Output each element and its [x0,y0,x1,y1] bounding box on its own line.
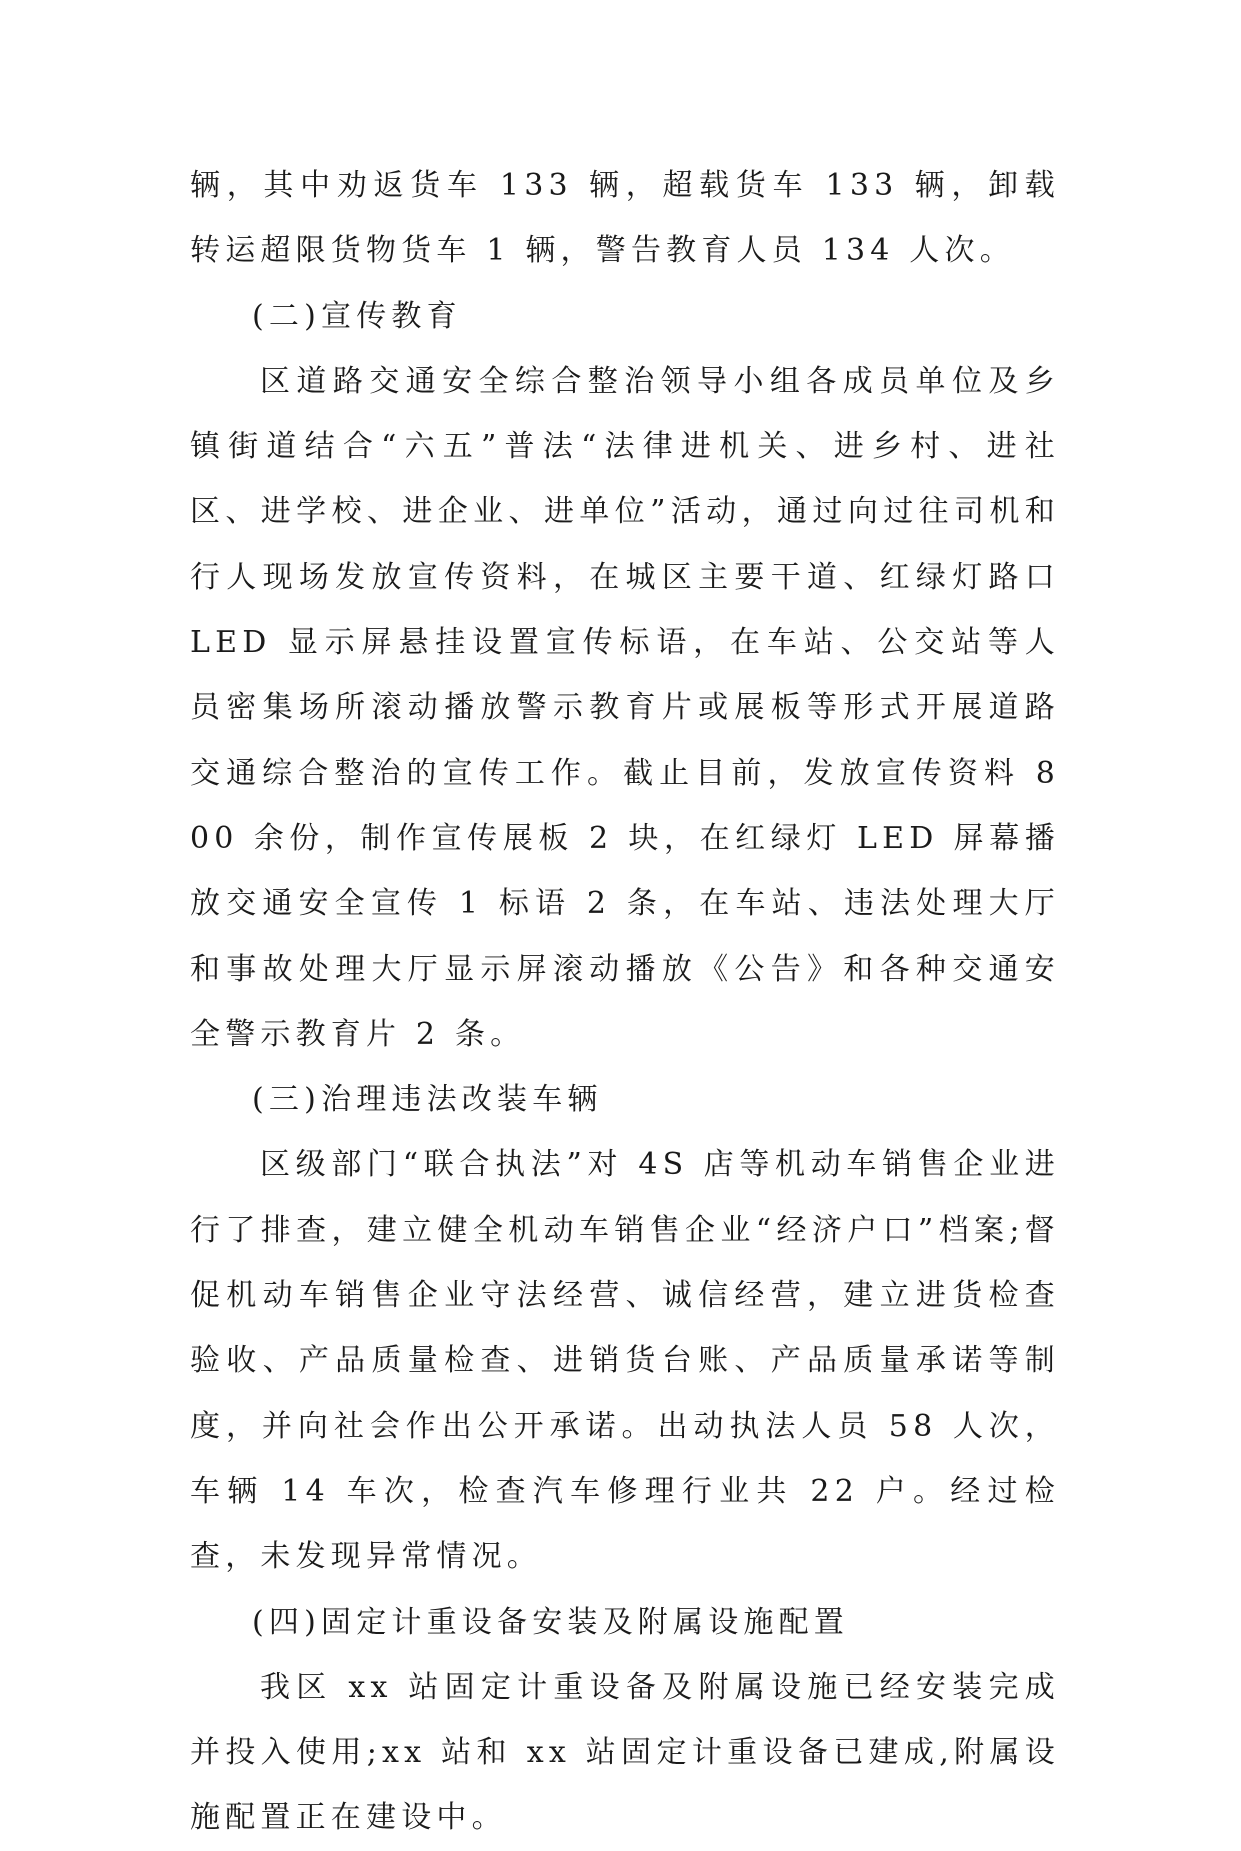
paragraph-weighing-equipment: 我区 xx 站固定计重设备及附属设施已经安装完成并投入使用;xx 站和 xx 站固定计重设备已建成,附属设施配置正在建设中。 [190,1669,1060,1836]
document-body [190,153,1060,1851]
paragraph-illegal-modification: 区级部门“联合执法”对 4S 店等机动车销售企业进行了排查，建立健全机动车销售企业“经济户口”档案;督促机动车销售企业守法经营、诚信经营，建立进货检查验收、产品质量检查、进销货台账、产品质量承诺等制度，并向社会作出公开承诺。出动执法人员 58 人次，车辆 14 车次，检查汽车修理行业共 22 户。经过检查，未发现异常情况。 [190,1147,1060,1575]
paragraph-publicity-education: 区道路交通安全综合整治领导小组各成员单位及乡镇街道结合“六五”普法“法律进机关、进乡村、进社区、进学校、进企业、进单位”活动，通过向过往司机和行人现场发放宣传资料，在城区主要干道、红绿灯路口 LED 显示屏悬挂设置宣传标语，在车站、公交站等人员密集场所滚动播放警示教育片或展板等形式开展道路交通综合整治的宣传工作。截止目前，发放宣传资料 800 余份，制作宣传展板 2 块，在红绿灯 LED 屏幕播放交通安全宣传 1 标语 2 条，在车站、违法处理大厅和事故处理大厅显示屏滚动播放《公告》和各种交通安全警示教育片 2 条。 [190,363,1060,1052]
paragraph-vehicle-statistics: 辆，其中劝返货车 133 辆，超载货车 133 辆，卸载转运超限货物货车 1 辆，警告教育人员 134 人次。 [190,168,1060,269]
section-heading-illegal-modification: (三)治理违法改装车辆 [252,1082,603,1118]
section-heading-weighing-equipment: (四)固定计重设备安装及附属设施配置 [252,1604,850,1640]
section-heading-publicity-education: (二)宣传教育 [252,298,462,334]
